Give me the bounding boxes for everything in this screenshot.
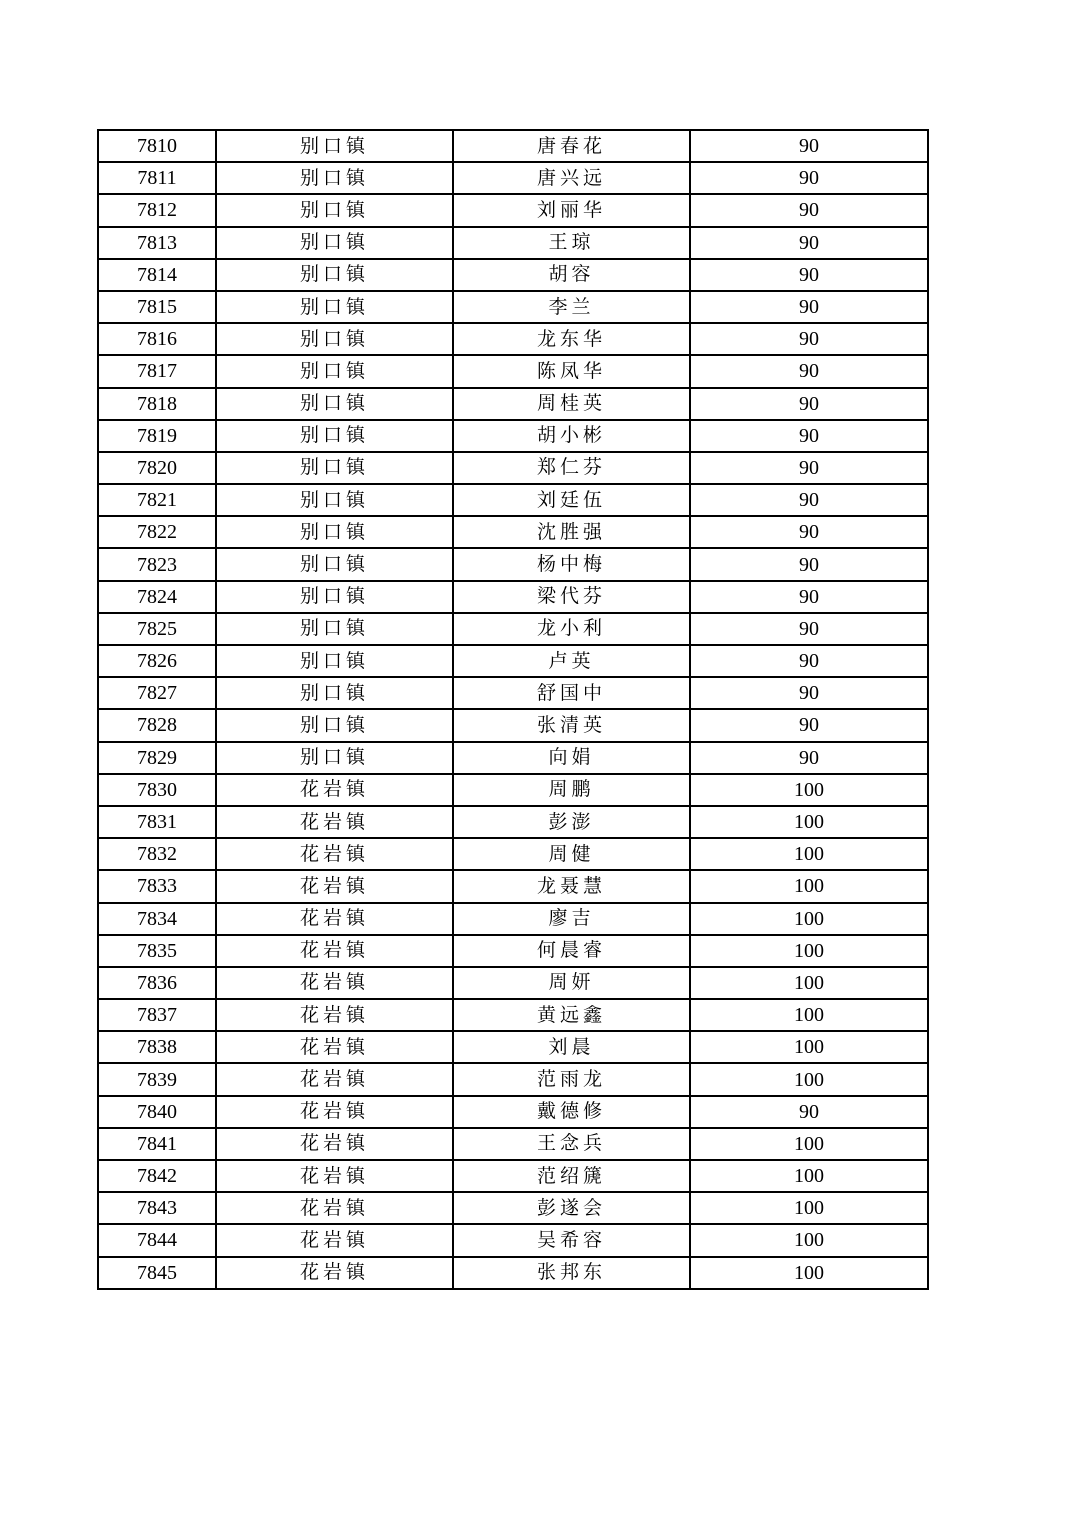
cell-town: 花岩镇: [216, 1063, 453, 1095]
cell-id: 7826: [98, 645, 216, 677]
cell-score: 90: [690, 291, 928, 323]
table-row: [98, 259, 928, 291]
cell-id: 7835: [98, 935, 216, 967]
cell-score: 90: [690, 484, 928, 516]
table-row: [98, 548, 928, 580]
cell-town: 花岩镇: [216, 870, 453, 902]
cell-name: 李兰: [453, 291, 690, 323]
cell-id: 7810: [98, 130, 216, 162]
cell-name: 龙东华: [453, 323, 690, 355]
cell-name: 周桂英: [453, 388, 690, 420]
cell-score: 90: [690, 645, 928, 677]
cell-id: 7829: [98, 742, 216, 774]
cell-score: 90: [690, 452, 928, 484]
cell-score: 100: [690, 967, 928, 999]
cell-town: 花岩镇: [216, 1257, 453, 1289]
table-row: [98, 1160, 928, 1192]
table-row: [98, 452, 928, 484]
data-table: [97, 129, 929, 1290]
cell-name: 张邦东: [453, 1257, 690, 1289]
cell-id: 7824: [98, 581, 216, 613]
cell-score: 100: [690, 838, 928, 870]
cell-name: 唐兴远: [453, 162, 690, 194]
cell-town: 花岩镇: [216, 838, 453, 870]
cell-town: 花岩镇: [216, 999, 453, 1031]
cell-score: 100: [690, 999, 928, 1031]
table-row: [98, 677, 928, 709]
table-row: [98, 870, 928, 902]
cell-name: 向娟: [453, 742, 690, 774]
table-row: [98, 774, 928, 806]
cell-name: 刘丽华: [453, 194, 690, 226]
cell-score: 100: [690, 870, 928, 902]
cell-score: 100: [690, 1192, 928, 1224]
cell-score: 90: [690, 742, 928, 774]
cell-score: 90: [690, 323, 928, 355]
cell-id: 7836: [98, 967, 216, 999]
cell-id: 7831: [98, 806, 216, 838]
cell-score: 100: [690, 774, 928, 806]
table-row: [98, 903, 928, 935]
table-row: [98, 709, 928, 741]
cell-id: 7819: [98, 420, 216, 452]
cell-town: 别口镇: [216, 355, 453, 387]
cell-name: 戴德修: [453, 1096, 690, 1128]
cell-id: 7813: [98, 227, 216, 259]
cell-name: 周健: [453, 838, 690, 870]
cell-town: 别口镇: [216, 548, 453, 580]
cell-id: 7823: [98, 548, 216, 580]
cell-town: 别口镇: [216, 677, 453, 709]
table-row: [98, 645, 928, 677]
cell-id: 7843: [98, 1192, 216, 1224]
cell-town: 别口镇: [216, 162, 453, 194]
cell-town: 别口镇: [216, 516, 453, 548]
cell-name: 范雨龙: [453, 1063, 690, 1095]
cell-town: 别口镇: [216, 130, 453, 162]
cell-id: 7834: [98, 903, 216, 935]
cell-town: 花岩镇: [216, 935, 453, 967]
cell-score: 90: [690, 162, 928, 194]
cell-id: 7816: [98, 323, 216, 355]
table-row: [98, 1128, 928, 1160]
cell-score: 100: [690, 1128, 928, 1160]
cell-id: 7821: [98, 484, 216, 516]
table-row: [98, 323, 928, 355]
cell-id: 7838: [98, 1031, 216, 1063]
table-row: [98, 355, 928, 387]
cell-score: 90: [690, 194, 928, 226]
cell-id: 7818: [98, 388, 216, 420]
cell-score: 90: [690, 259, 928, 291]
table-row: [98, 1192, 928, 1224]
cell-score: 90: [690, 581, 928, 613]
cell-id: 7817: [98, 355, 216, 387]
cell-id: 7830: [98, 774, 216, 806]
cell-town: 别口镇: [216, 194, 453, 226]
table-row: [98, 613, 928, 645]
cell-id: 7837: [98, 999, 216, 1031]
table-row: [98, 1063, 928, 1095]
cell-id: 7820: [98, 452, 216, 484]
cell-name: 范绍篪: [453, 1160, 690, 1192]
table-row: [98, 291, 928, 323]
table-row: [98, 742, 928, 774]
cell-score: 100: [690, 1224, 928, 1256]
cell-score: 100: [690, 806, 928, 838]
cell-town: 别口镇: [216, 323, 453, 355]
table-row: [98, 999, 928, 1031]
cell-score: 90: [690, 1096, 928, 1128]
cell-name: 胡小彬: [453, 420, 690, 452]
cell-name: 唐春花: [453, 130, 690, 162]
cell-score: 90: [690, 709, 928, 741]
cell-score: 100: [690, 1063, 928, 1095]
cell-town: 花岩镇: [216, 967, 453, 999]
cell-score: 90: [690, 516, 928, 548]
table-row: [98, 838, 928, 870]
table-body: [98, 130, 928, 1289]
cell-name: 梁代芬: [453, 581, 690, 613]
cell-name: 黄远鑫: [453, 999, 690, 1031]
cell-score: 90: [690, 613, 928, 645]
cell-town: 花岩镇: [216, 1128, 453, 1160]
cell-name: 郑仁芬: [453, 452, 690, 484]
cell-id: 7844: [98, 1224, 216, 1256]
cell-town: 别口镇: [216, 645, 453, 677]
cell-score: 100: [690, 1160, 928, 1192]
cell-town: 花岩镇: [216, 1224, 453, 1256]
cell-id: 7845: [98, 1257, 216, 1289]
cell-town: 别口镇: [216, 709, 453, 741]
cell-town: 别口镇: [216, 581, 453, 613]
cell-score: 100: [690, 903, 928, 935]
cell-town: 花岩镇: [216, 806, 453, 838]
cell-town: 别口镇: [216, 227, 453, 259]
cell-id: 7832: [98, 838, 216, 870]
table-row: [98, 581, 928, 613]
cell-name: 吴希容: [453, 1224, 690, 1256]
cell-town: 花岩镇: [216, 1096, 453, 1128]
cell-name: 龙聂慧: [453, 870, 690, 902]
cell-id: 7825: [98, 613, 216, 645]
cell-name: 廖吉: [453, 903, 690, 935]
table-row: [98, 1224, 928, 1256]
table-row: [98, 484, 928, 516]
cell-town: 别口镇: [216, 388, 453, 420]
cell-name: 周鹏: [453, 774, 690, 806]
cell-name: 张清英: [453, 709, 690, 741]
cell-id: 7842: [98, 1160, 216, 1192]
cell-name: 沈胜强: [453, 516, 690, 548]
cell-id: 7833: [98, 870, 216, 902]
cell-name: 卢英: [453, 645, 690, 677]
cell-town: 别口镇: [216, 742, 453, 774]
cell-score: 90: [690, 420, 928, 452]
cell-score: 100: [690, 935, 928, 967]
cell-town: 花岩镇: [216, 903, 453, 935]
cell-town: 别口镇: [216, 259, 453, 291]
table-row: [98, 130, 928, 162]
cell-name: 彭澎: [453, 806, 690, 838]
cell-score: 90: [690, 677, 928, 709]
cell-town: 别口镇: [216, 484, 453, 516]
table-row: [98, 162, 928, 194]
cell-town: 花岩镇: [216, 774, 453, 806]
cell-town: 别口镇: [216, 291, 453, 323]
cell-id: 7814: [98, 259, 216, 291]
cell-name: 舒国中: [453, 677, 690, 709]
cell-town: 花岩镇: [216, 1031, 453, 1063]
cell-name: 胡容: [453, 259, 690, 291]
cell-name: 龙小利: [453, 613, 690, 645]
cell-id: 7841: [98, 1128, 216, 1160]
table-row: [98, 967, 928, 999]
cell-name: 何晨睿: [453, 935, 690, 967]
cell-score: 90: [690, 355, 928, 387]
cell-name: 彭遂会: [453, 1192, 690, 1224]
cell-name: 杨中梅: [453, 548, 690, 580]
cell-town: 别口镇: [216, 420, 453, 452]
cell-id: 7822: [98, 516, 216, 548]
cell-score: 90: [690, 548, 928, 580]
table-row: [98, 420, 928, 452]
cell-score: 90: [690, 227, 928, 259]
table-row: [98, 1096, 928, 1128]
cell-name: 王琼: [453, 227, 690, 259]
cell-score: 100: [690, 1257, 928, 1289]
cell-id: 7828: [98, 709, 216, 741]
cell-name: 刘晨: [453, 1031, 690, 1063]
table-row: [98, 1031, 928, 1063]
table-row: [98, 388, 928, 420]
cell-id: 7815: [98, 291, 216, 323]
cell-score: 90: [690, 388, 928, 420]
cell-town: 花岩镇: [216, 1192, 453, 1224]
cell-town: 别口镇: [216, 452, 453, 484]
cell-name: 陈凤华: [453, 355, 690, 387]
table-row: [98, 194, 928, 226]
table-row: [98, 1257, 928, 1289]
table-row: [98, 935, 928, 967]
cell-id: 7827: [98, 677, 216, 709]
cell-id: 7839: [98, 1063, 216, 1095]
cell-town: 花岩镇: [216, 1160, 453, 1192]
cell-name: 周妍: [453, 967, 690, 999]
cell-score: 90: [690, 130, 928, 162]
table-row: [98, 516, 928, 548]
cell-id: 7840: [98, 1096, 216, 1128]
cell-score: 100: [690, 1031, 928, 1063]
cell-town: 别口镇: [216, 613, 453, 645]
cell-name: 刘廷伍: [453, 484, 690, 516]
cell-name: 王念兵: [453, 1128, 690, 1160]
table-row: [98, 227, 928, 259]
cell-id: 7811: [98, 162, 216, 194]
cell-id: 7812: [98, 194, 216, 226]
table-row: [98, 806, 928, 838]
